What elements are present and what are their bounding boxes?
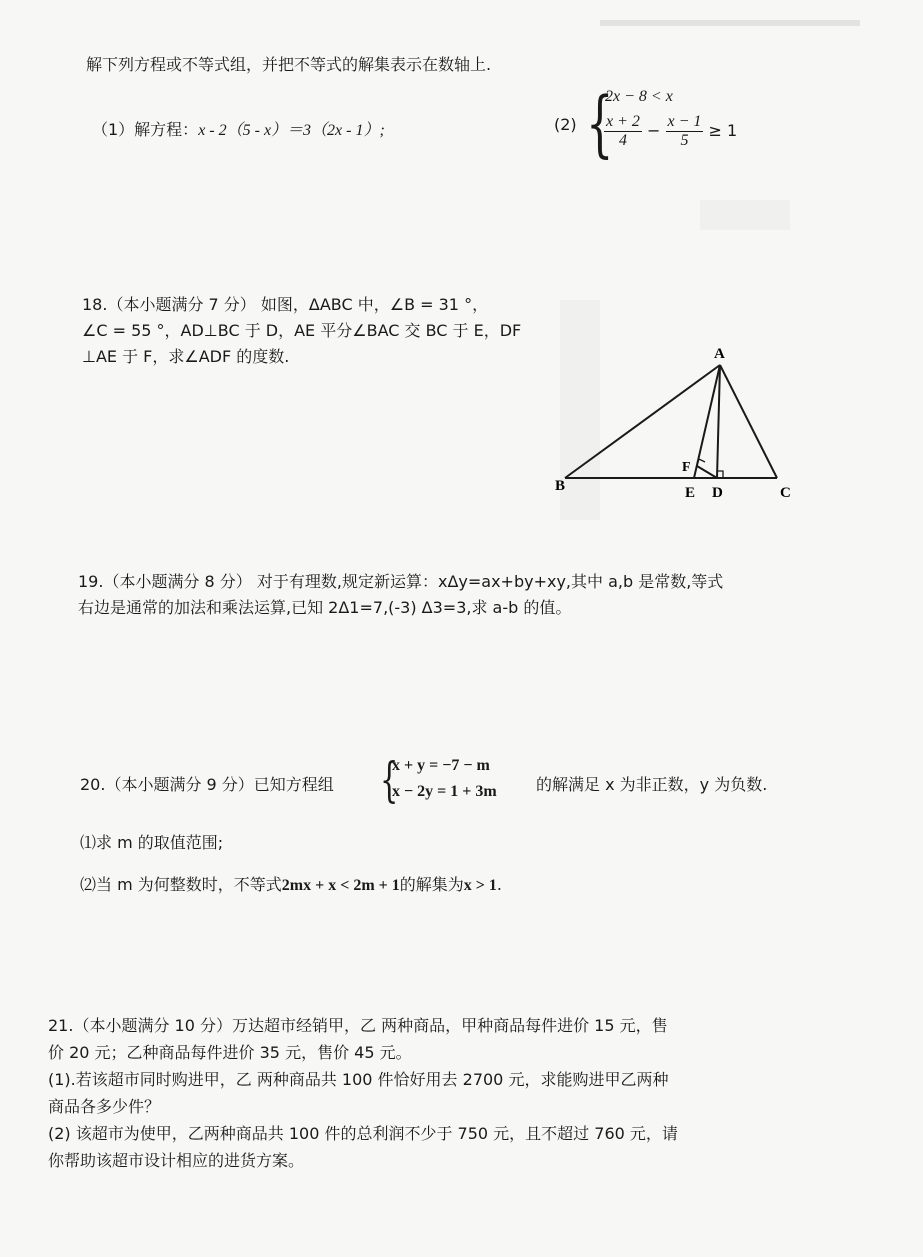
segment-AC [720, 365, 777, 478]
q20-part2 [80, 872, 502, 895]
q20-part2-inequality: 2mx + x < 2m + 1 [281, 877, 400, 894]
label-A: A [714, 346, 725, 362]
q17-part1-equation: x - 2（5 - x）＝3（2x - 1）; [198, 122, 385, 139]
q17-fraction-1-denominator: 4 [618, 132, 627, 149]
segment-AD [717, 365, 720, 478]
q21-line5: (2) 该超市为使甲，乙两种商品共 100 件的总利润不少于 750 元，且不超过 760 元，请 [48, 1124, 678, 1143]
q17-fraction-2-denominator: 5 [680, 132, 689, 149]
q18-line3: ⊥AE 于 F，求∠ADF 的度数. [82, 347, 290, 366]
q20-part2-text: ⑵当 m 为何整数时，不等式 [80, 875, 282, 894]
q21-line3: (1).若该超市同时购进甲，乙 两种商品共 100 件恰好用去 2700 元，求能购进甲乙两种 [48, 1070, 669, 1089]
right-angle-mark-F [697, 459, 705, 466]
q17-system-line2 [604, 113, 737, 150]
q21-line2: 价 20 元；乙种商品每件进价 35 元，售价 45 元。 [48, 1043, 412, 1062]
scan-smudge [700, 200, 790, 230]
q17-fraction-2 [666, 113, 704, 150]
label-F: F [682, 460, 691, 475]
label-D: D [712, 485, 723, 501]
q17-part1-label: （1）解方程： [92, 120, 199, 139]
q20-part2-text-2: 的解集为 [399, 875, 464, 894]
segment-DF [697, 466, 717, 478]
q20-equation-2: x − 2y = 1 + 3m [392, 783, 497, 800]
q17-fraction-2-numerator: x − 1 [667, 113, 702, 130]
scan-smudge [600, 20, 860, 26]
q19-line1: 19.（本小题满分 8 分） 对于有理数,规定新运算：xΔy=ax+by+xy,其中 a,b 是常数,等式 [78, 572, 724, 591]
q21-line4: 商品各多少件？ [48, 1097, 161, 1116]
q19-line2: 右边是通常的加法和乘法运算,已知 2Δ1=7,(-3) Δ3=3,求 a-b 的值。 [78, 598, 572, 617]
q20-prefix: 20.（本小题满分 9 分）已知方程组 [80, 775, 334, 794]
q21-line1: 21.（本小题满分 10 分）万达超市经销甲，乙 两种商品，甲种商品每件进价 15 元，售 [48, 1016, 668, 1035]
q20-part1: ⑴求 m 的取值范围; [80, 833, 224, 852]
label-E: E [685, 485, 696, 501]
q17-system-brace: { [586, 81, 614, 165]
q21-line6: 你帮助该超市设计相应的进货方案。 [48, 1151, 305, 1170]
segment-AB [565, 365, 720, 478]
q17-part2-label: (2) [554, 115, 577, 134]
q20-system-brace: { [380, 752, 399, 808]
label-C: C [780, 485, 791, 501]
q17-minus: − [647, 121, 661, 140]
q17-rhs: ≥ 1 [708, 121, 738, 140]
q17-fraction-1 [604, 113, 642, 150]
q17-fraction-1-numerator: x + 2 [606, 113, 640, 130]
q20-part2-end: . [496, 875, 503, 894]
q17-system-line1: 2x − 8 < x [605, 88, 673, 105]
q18-triangle-figure [555, 340, 805, 510]
q20-part2-solution: x > 1 [463, 877, 497, 894]
q18-line2: ∠C = 55 °，AD⊥BC 于 D，AE 平分∠BAC 交 BC 于 E，DF [82, 321, 522, 340]
q17-part1 [92, 117, 385, 140]
label-B: B [555, 478, 566, 494]
q20-suffix: 的解满足 x 为非正数，y 为负数. [536, 775, 768, 794]
q20-equation-1: x + y = −7 − m [392, 757, 490, 774]
instruction-text: 解下列方程或不等式组，并把不等式的解集表示在数轴上. [86, 55, 492, 74]
q18-line1: 18.（本小题满分 7 分） 如图，ΔABC 中，∠B = 31 °， [82, 295, 489, 314]
